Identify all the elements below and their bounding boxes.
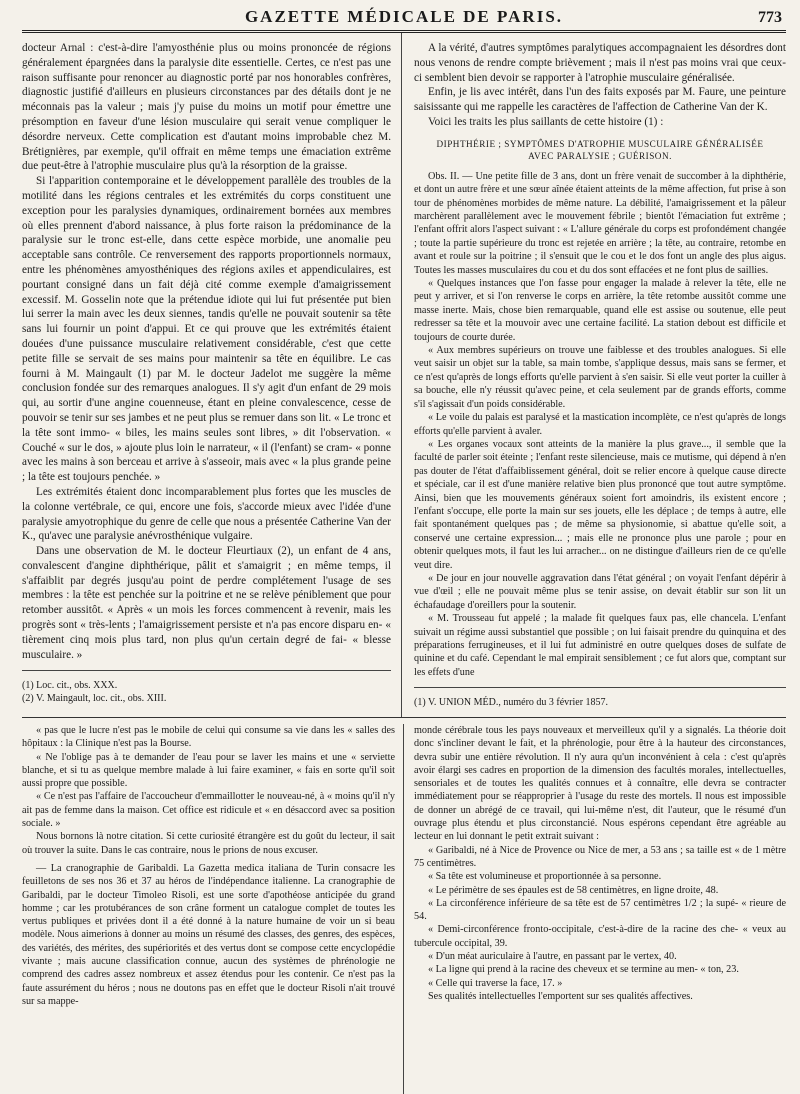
right-paragraph-2: Enfin, je lis avec intérêt, dans l'un des faits exposés par M. Faure, une peinture saisissante qui me rappelle les caractères de l'affection de Catherine Van der K. — [414, 86, 786, 114]
case-paragraph-4: « Le voile du palais est paralysé et la mastication incomplète, ce n'est qu'après de longs efforts qu'elle parvient à avaler. — [414, 412, 786, 437]
case-paragraph-5: « Les organes vocaux sont atteints de la manière la plus grave..., il semble que la faculté de parler soit éteinte ; l'enfant reste silencieuse, mais ce mutisme, qui dépend à n'en pas douter de l'état d'affaiblissement général, doit se relier encore à quelque cause directe et spéciale, car il est d'une manière relative bien plus prononcé que tout autre symptôme. Ainsi, bien que les mouvements généraux soient fort amoindris, ils existent encore ; l'enfant s'occupe, elle porte la main sur ses jouets, elle les déplace ; de temps à autre, elle fait spontanément quelques pas ; de même sa physionomie, si abattue qu'elle soit, a conservé une certaine expression... ; mais elle ne prononce plus une parole ; pour en obtenir quelques mots, il faut les lui arracher... on ne distingue d'ailleurs rien de ce qu'elle veut dire. — [414, 438, 786, 571]
bottom-right-paragraph-9: « Celle qui traverse la face, 17. » — [428, 977, 563, 989]
right-column — [402, 33, 786, 717]
footnote-1: (1) Loc. cit., obs. XXX. — [22, 680, 118, 692]
case-heading-line-1: DIPHTHÉRIE ; SYMPTÔMES D'ATROPHIE MUSCULAIRE GÉNÉRALISÉE — [436, 138, 764, 149]
article-section — [22, 33, 786, 718]
bottom-right-paragraph-8: « La ligne qui prend à la racine des cheveux et se termine au men- « ton, 23. — [428, 964, 739, 976]
left-paragraph-2: Si l'apparition contemporaine et le développement parallèle des troubles de la motilité dans les régions centrales et les extrémités du corps constituent une exception pour les paralysies dynamiques, ordinairement bornées aux membres où elles prennent d'abord naissance, à plus forte raison la prédominance de la paralysie sur le tronc est-elle, dans cette espèce morbide, une anomalie peu acceptable sans contrôle. Ce renversement des rapports proportionnels normaux, entre les phénomènes amyosthéniques des régions axiles et appendiculaires, est pourtant consigné dans un fait déjà cité comme exemple d'amaigrissement excessif. M. Gosselin note que la prétendue idiote qui lui fut présentée put bien lui serrer la main avec les deux siennes, tandis qu'elle ne pouvait soutenir sa tête sans lui fournir un point d'appui. Et ce qui prouve que les extrémités étaient douées d'une puissance musculaire relativement considérable, c'est que cette petite fille se servait de ses mains pour maintenir sa tête en équilibre. Le cas fourni à M. Maingault (1) par M. le docteur Jadelot me suggère la même conclusion fondée sur des remarques analogues. Il s'y agit d'un enfant de 29 mois qui, au sortir d'une angine couenneuse, étant en pleine convalescence, cesse de pouvoir se tenir sur ses jambes et ne peut plus se remuer dans son lit. « Le tronc et la tête sont immo- « biles, les mains seules sont libres, » dit l'observation. « Couché « sur le dos, » ajoute plus loin le narrateur, « il (l'enfant) se cram- « ponne avec les mains à son berceau et arrive à s'asseoir, mais avec « la plus grande peine ; la tête est toujours penchée. » — [22, 175, 391, 484]
case-heading-line-2: AVEC PARALYSIE ; GUÉRISON. — [528, 150, 672, 161]
journal-title: GAZETTE MÉDICALE DE PARIS. — [244, 7, 564, 26]
case-observation — [414, 170, 786, 679]
case-paragraph-3: « Aux membres supérieurs on trouve une faiblesse et des troubles analogues. Si elle veut saisir un objet sur la table, sa main tombe, s'applique dessus, mais sans se fermer, et ce n'est qu'après de longs efforts qu'elle parvient à s'en saisir. Si elle veut porter la cuiller à sa bouche, elle n'y réussit qu'avec peine, et cela seulement par de grands efforts, comme s'il s'agissait d'un poids considérable. — [414, 345, 786, 410]
left-footnotes — [22, 670, 391, 705]
bottom-left-paragraph-1: « pas que le lucre n'est pas le mobile de celui qui consume sa vie dans les « salles des hôpitaux : la Clinique n'est pas la Bourse. — [22, 725, 395, 750]
bottom-left-paragraph-3: « Ce n'est pas l'affaire de l'accoucheur d'emmaillotter le nouveau-né, à « moins qu'il n'y ait pas de femme dans la maison. Cet office est ridicule et « en désaccord avec sa position sociale. » — [22, 791, 395, 830]
bottom-right-paragraph-3: « Sa tête est volumineuse et proportionnée à sa personne. — [428, 871, 662, 883]
left-paragraph-3: Les extrémités étaient donc incomparablement plus fortes que les muscles de la colonne vertébrale, ce qui, encore une fois, s'accorde mieux avec l'idée d'une paralysie amyotrophique du genre de celle que nous a présentée Catherine Van der K., qu'avec une paralysie anévrosthénique vulgaire. — [22, 485, 391, 543]
bottom-right-paragraph-10: Ses qualités intellectuelles l'emportent sur ses qualités affectives. — [428, 990, 693, 1002]
left-column — [22, 33, 402, 717]
bottom-right-paragraph-2: « Garibaldi, né à Nice de Provence ou Nice de mer, a 53 ans ; sa taille est « de 1 mètre 75 centimètres. — [414, 844, 786, 869]
right-paragraph-1: A la vérité, d'autres symptômes paralytiques accompagnaient les désordres dont nous venons de rendre compte brièvement ; mais il n'est pas moins vrai que ceux-ci semblent bien devoir se rapporter à l'atrophie musculaire généralisée. — [414, 42, 786, 84]
left-paragraph-4: Dans une observation de M. le docteur Fleurtiaux (2), un enfant de 4 ans, convalescent d'angine diphthérique, pâlit et s'amaigrit ; en même temps, il s'affaiblit par degrés jusqu'au point de perdre complétement l'usage de ses membres : la tête est penchée sur la poitrine et ne se relève péniblement que pour retomber aussitôt. « Après « un mois les forces commencent à revenir, mais les progrès sont « très-lents ; l'amaigrissement persiste et n'a pas encore disparu en- « tièrement cinq mois plus tard, non plus qu'un certain degré de fai- « blesse musculaire. » — [22, 545, 391, 661]
case-paragraph-2: « Quelques instances que l'on fasse pour engager la malade à relever la tête, elle ne peut y arriver, et si l'on renverse le corps en arrière, la tête retombe aussitôt comme une masse inerte. Mais, chose bien remarquable, quand elle est assise ou soutenue, elle peut redresser sa tête et la mouvoir avec une certaine facilité. La station debout est difficile et toujours de courte durée. — [414, 278, 786, 343]
bottom-left-column — [22, 724, 404, 1094]
page-header — [22, 0, 786, 33]
bottom-right-paragraph-1: monde cérébrale tous les pays nouveaux et merveilleux qu'il y a signalés. La théorie doit donc s'incliner devant le fait, et la phrénologie, pour être à la hauteur des circonstances, devra subir une entière révolution. Il n'y aura qu'un inconvénient à cela : c'est qu'après avoir élargi ses cadres en proportion de la dimension des facultés morales, intellectuelles, sensoriales et de toutes les qualités connues et à connaître, elle devra se contracter immédiatement pour se réapproprier à l'usage du reste des mortels. Il nous est impossible de donner un abrégé de ce travail, qui lui-même n'est, dit l'auteur, que le résumé d'un ouvrage plus étendu et plus circonstancié. Nous espérons cependant être agréable au lecteur en lui donnant le petit extrait suivant : — [414, 725, 786, 843]
feuilleton-section — [22, 718, 786, 1094]
bottom-left-paragraph-4: Nous bornons là notre citation. Si cette curiosité étrangère est du goût du lecteur, il sait où trouver la suite. Dans le cas contraire, nous le prions de nous excuser. — [22, 831, 395, 856]
bottom-left-paragraph-2: « Ne l'oblige pas à te demander de l'eau pour se laver les mains et une « serviette blanche, et si tu as quelque membre malade à lui faire examiner, « fais en sorte qu'il soit aussi propre que possible. — [22, 751, 395, 790]
bottom-right-paragraph-4: « Le périmètre de ses épaules est de 58 centimètres, en ligne droite, 48. — [428, 884, 719, 896]
page-number: 773 — [758, 9, 782, 26]
bottom-right-paragraph-5: « La circonférence inférieure de sa tête est de 57 centimètres 1/2 ; la supé- « rieure de 54. — [414, 897, 786, 923]
bottom-right-paragraph-7: « D'un méat auriculaire à l'autre, en passant par le vertex, 40. — [428, 951, 677, 963]
footnote-2: (2) V. Maingault, loc. cit., obs. XIII. — [22, 693, 167, 705]
right-paragraph-3: Voici les traits les plus saillants de cette histoire (1) : — [428, 115, 664, 128]
bottom-right-paragraph-6: « Demi-circonférence fronto-occipitale, c'est-à-dire de la racine des che- « veux au tubercule occipital, 39. — [414, 924, 786, 949]
bottom-left-paragraph-5: — La cranographie de Garibaldi. La Gazetta medica italiana de Turin consacre les feuilletons de ses nos 36 et 37 au héros de l'indépendance italienne. La cranographie de Garibaldi, par le docteur Timoleo Risoli, est une sorte d'apothéose anticipée du grand homme ; car les protubérances de son crâne forment un catalogue complet de toutes les vertus publiques et privées dont il a été donné à la nature humaine de voir un si beau modèle. Nous aimerions à donner au moins un résumé des classes, des genres, des espèces, des variétés, des mérites, des supériorités et des vertus dont se compose cette encyclopédie vivante ; mais aucune classification connue, aucun des systèmes de phrénologie ne comprend des cadres assez nombreux et assez étendus pour les contenir. Ce n'est pas la faute assurément du héros ; nous ne doutons pas en effet que le docteur Risoli n'ait trouvé sur sa mappe- — [22, 862, 395, 1007]
left-paragraph-1: docteur Arnal : c'est-à-dire l'amyosthénie plus ou moins prononcée de régions généralement épargnées dans la paralysie dite essentielle. Certes, ce n'est pas une raison suffisante pour renoncer au diagnostic porté par nos honorables confrères, diagnostic justifié d'ailleurs en plusieurs circonstances par des détails dont je ne méconnais pas la valeur ; mais j'y puise du moins un motif pour émettre une présomption en faveur d'une lésion musculaire qui serait venue compliquer le désordre nerveux. Cette complication est d'autant moins improbable chez M. Brétignières, par exemple, qu'il offrait en même temps une émaciation extrême due peut-être à l'atrophie musculaire plus qu'à la résorption de la graisse. — [22, 42, 391, 173]
case-paragraph-1: Obs. II. — Une petite fille de 3 ans, dont un frère venait de succomber à la diphthérie, et dont un autre frère et une sœur aînée étaient atteints de la même affection, fut prise à son tour de phénomènes morbides de même nature. La débilité, l'amaigrissement et la pâleur marchèrent parallèlement avec le mouvement fébrile ; bientôt l'émaciation fut extrême ; l'enfant offrit alors l'aspect suivant : « L'allure générale du corps est profondément changée ; toute la partie supérieure du tronc est rejetée en arrière ; la tête, au contraire, retombe en avant et roule sur la poitrine ; il s'ensuit que le cou et le dos font un angle des plus aigus. Toutes les masses musculaires du cou et du dos sont effacées et ne font plus de saillies. — [414, 170, 786, 276]
case-heading — [414, 138, 786, 162]
right-footnote — [414, 687, 786, 709]
case-paragraph-7: « M. Trousseau fut appelé ; la malade fit quelques faux pas, elle chancela. L'enfant suivait un régime aussi substantiel que possible ; on lui faisait prendre du quinquina et des préparations ferrugineuses, et il lui fut administré en outre quelques doses de sulfate de quinine et du café. Cependant le mal empirait sensiblement ; ce fut alors que, comptant sur les effets d'une — [414, 613, 786, 678]
footnote-3: (1) V. UNION MÉD., numéro du 3 février 1857. — [414, 697, 609, 709]
case-paragraph-6: « De jour en jour nouvelle aggravation dans l'état général ; on voyait l'enfant dépérir à vue d'œil ; elle ne pouvait même plus se tenir assise, on devait établir sur son lit un échafaudage d'oreillers pour la soutenir. — [414, 572, 786, 611]
bottom-right-column — [404, 724, 786, 1094]
